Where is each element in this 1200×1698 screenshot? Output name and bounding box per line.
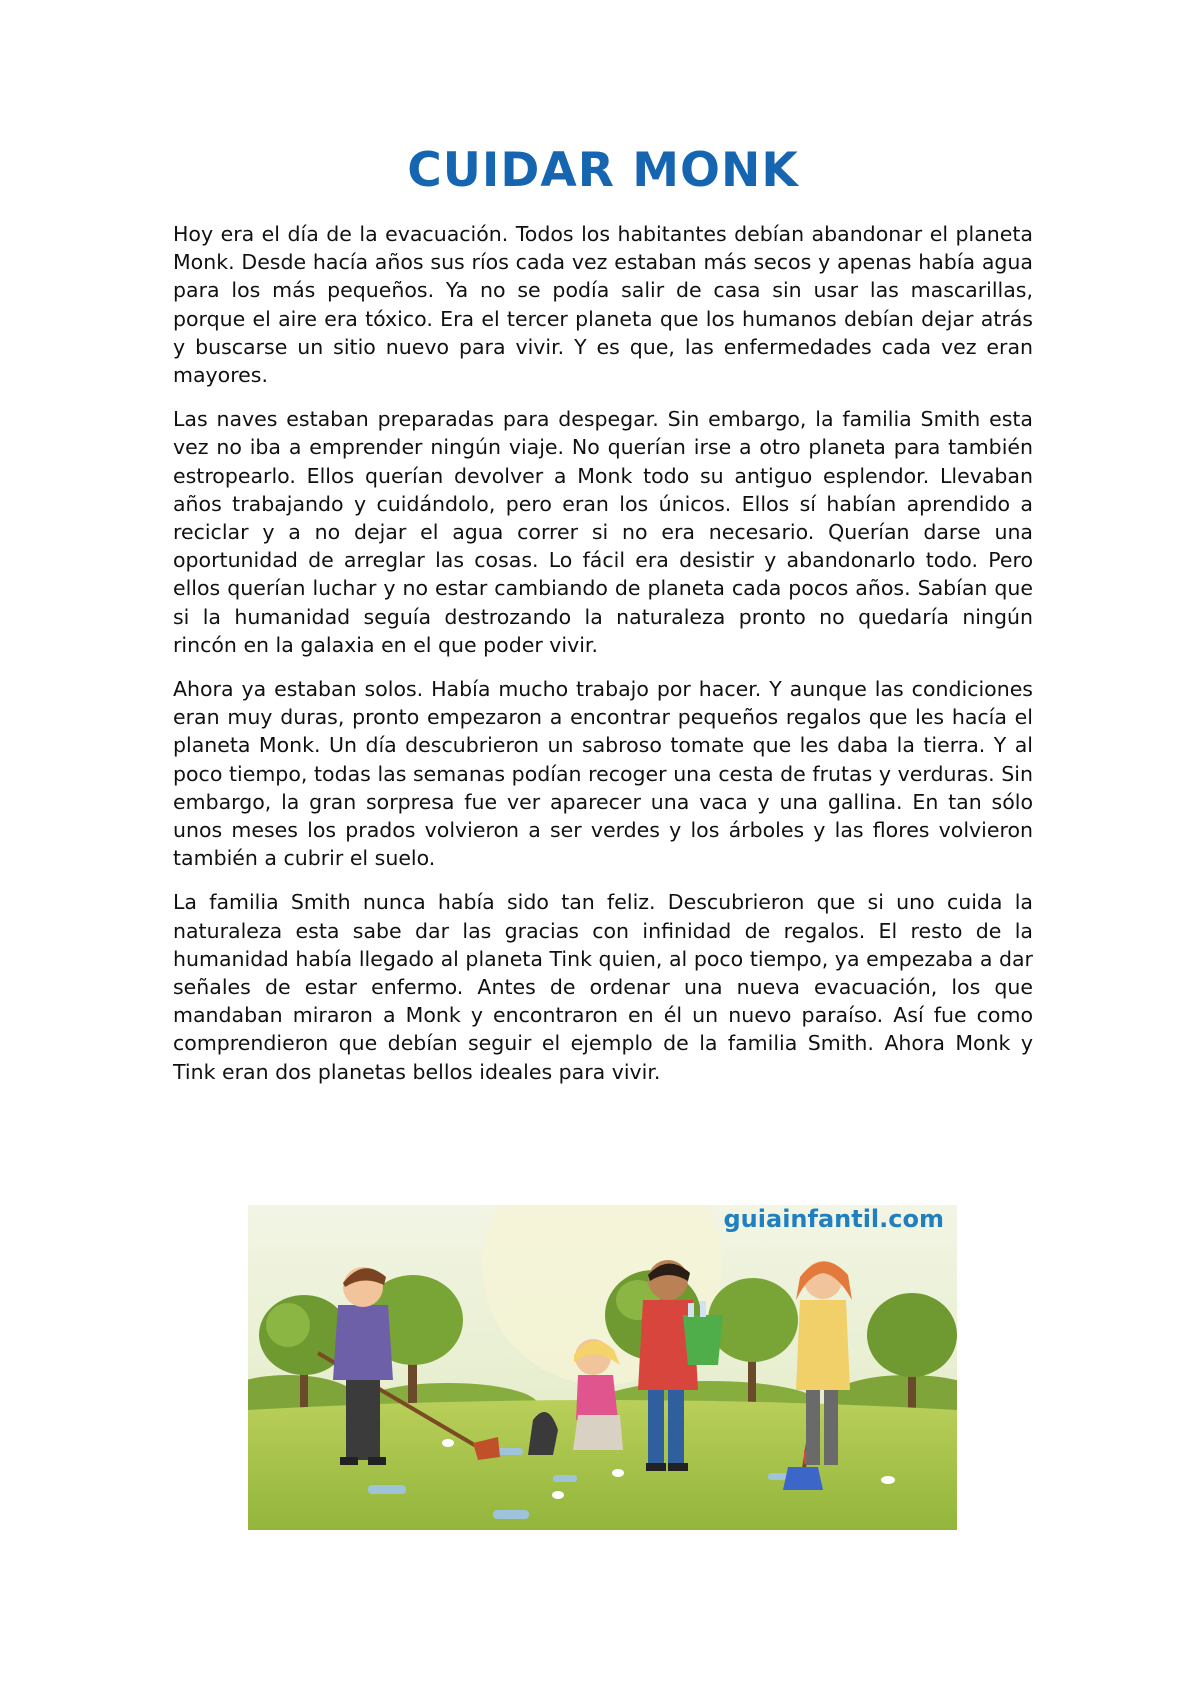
- document-page: [173, 140, 1033, 1102]
- watermark-logo: guiainfantil.com: [723, 1205, 944, 1233]
- illustration-canvas: [248, 1205, 957, 1530]
- paragraph-2: Las naves estaban preparadas para despegar. Sin embargo, la familia Smith esta vez no iba a emprender ningún viaje. No querían irse a otro planeta para también estropearlo. Ellos querían devolver a Monk todo su antiguo esplendor. Llevaban años trabajando y cuidándolo, pero eran los únicos. Ellos sí habían aprendido a reciclar y a no dejar el agua correr si no era necesario. Querían darse una oportunidad de arreglar las cosas. Lo fácil era desistir y abandonarlo todo. Pero ellos querían luchar y no estar cambiando de planeta cada pocos años. Sabían que si la humanidad seguía destrozando la naturaleza pronto no quedaría ningún rincón en la galaxia en el que poder vivir.: [173, 407, 1033, 657]
- document-title: CUIDAR MONK: [407, 143, 799, 198]
- paragraph-1: Hoy era el día de la evacuación. Todos los habitantes debían abandonar el planeta Monk. Desde hacía años sus ríos cada vez estaban más secos y apenas había agua para los más pequeños. Ya no se podía salir de casa sin usar las mascarillas, porque el aire era tóxico. Era el tercer planeta que los humanos debían dejar atrás y buscarse un sitio nuevo para vivir. Y es que, las enfermedades cada vez eran mayores.: [173, 222, 1033, 388]
- paragraph-3: Ahora ya estaban solos. Había mucho trabajo por hacer. Y aunque las condiciones eran muy duras, pronto empezaron a encontrar pequeños regalos que les hacía el planeta Monk. Un día descubrieron un sabroso tomate que les daba la tierra. Y al poco tiempo, todas las semanas podían recoger una cesta de frutas y verduras. Sin embargo, la gran sorpresa fue ver aparecer una vaca y una gallina. En tan sólo unos meses los prados volvieron a ser verdes y los árboles y las flores volvieron también a cubrir el suelo.: [173, 677, 1033, 871]
- paragraph-4: La familia Smith nunca había sido tan feliz. Descubrieron que si uno cuida la naturaleza esta sabe dar las gracias con infinidad de regalos. El resto de la humanidad había llegado al planeta Tink quien, al poco tiempo, ya empezaba a dar señales de estar enfermo. Antes de ordenar una nueva evacuación, los que mandaban miraron a Monk y encontraron en él un nuevo paraíso. Así fue como comprendieron que debían seguir el ejemplo de la familia Smith. Ahora Monk y Tink eran dos planetas bellos ideales para vivir.: [173, 890, 1033, 1084]
- cleanup-illustration: [248, 1205, 957, 1530]
